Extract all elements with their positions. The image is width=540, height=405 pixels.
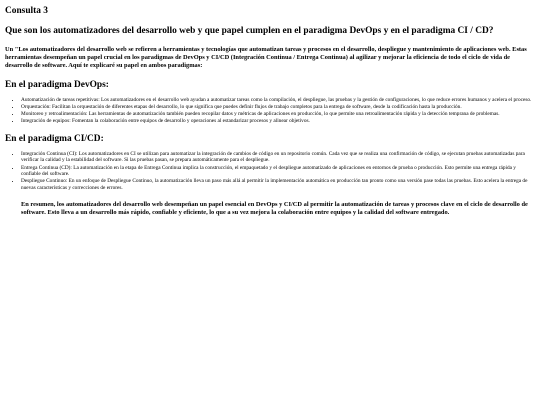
devops-list-item: • Automatización de tareas repetitivas: Los automatizadores en el desarrollo web ayudan a automatizar tareas como la compilación, el despliegue, las pruebas y la gestión de configuraciones, lo que reduce errores humanos y acelera el proceso. [21,97,534,104]
cicd-list-item: • Entrega Continua (CD): La automatización en la etapa de Entrega Continua implica la construcción, el empaquetado y el despliegue automatizado de aplicaciones en entornos de prueba o producción. Esto permite una entrega rápida y confiable del software. [21,165,534,178]
devops-list-item: • Monitoreo y retroalimentación: Las herramientas de automatización también pueden recopilar datos y métricas de aplicaciones en producción, lo que permite una retroalimentación rápida y la detección temprana de problemas. [21,111,534,118]
cicd-list [5,151,534,192]
document-title: Consulta 3 [5,6,48,16]
conclusion-paragraph: En resumen, los automatizadores del desarrollo web desempeñan un papel esencial en DevOps y CI/CD al permitir la automatización de tareas y procesos clave en el ciclo de desarrollo de software. Esto lleva a un desarrollo más rápido, confiable y eficiente, lo que a su vez mejora la colaboración entre equipos y la calidad del software entregado. [21,200,528,216]
devops-heading: En el paradigma DevOps: [5,79,109,90]
cicd-list-item: • Integración Continua (CI): Los automatizadores en CI se utilizan para automatizar la integración de cambios de código en un repositorio común. Cada vez que se realiza una confirmación de código, se ejecutan pruebas automatizadas para verificar la calidad y la estabilidad del software. Si las pruebas pasan, se prepara automáticamente para el despliegue. [21,151,534,164]
devops-list [5,97,534,125]
devops-list-item: • Integración de equipos: Fomentan la colaboración entre equipos de desarrollo y operaciones al estandarizar procesos y alinear objetivos. [21,118,534,125]
intro-paragraph: Un "Los automatizadores del desarrollo web se refieren a herramientas y tecnologías que automatizan tareas y procesos en el desarrollo, despliegue y mantenimiento de aplicaciones web. Estas herramientas desempeñan un papel crucial en los paradigmas de DevOps y CI/CD (Integración Continua / Entrega Continua) al agilizar y mejorar la eficiencia de todo el ciclo de vida de desarrollo de software. Aquí te explicaré su papel en ambos paradigmas: [5,46,527,70]
cicd-heading: En el paradigma CI/CD: [5,133,104,144]
cicd-list-item: • Despliegue Continuo: En un enfoque de Despliegue Continuo, la automatización lleva un paso más allá al permitir la implementación automática en producción tan pronto como una versión pase todas las pruebas. Esto acelera la entrega de nuevas características y correcciones de errores. [21,178,534,191]
question-heading: Que son los automatizadores del desarrollo web y que papel cumplen en el paradigma DevOps y en el paradigma CI / CD? [5,26,494,36]
devops-list-item: • Orquestación: Facilitan la orquestación de diferentes etapas del desarrollo, lo que significa que puedes definir flujos de trabajo completos para la entrega de software, desde la codificación hasta la producción. [21,104,534,111]
